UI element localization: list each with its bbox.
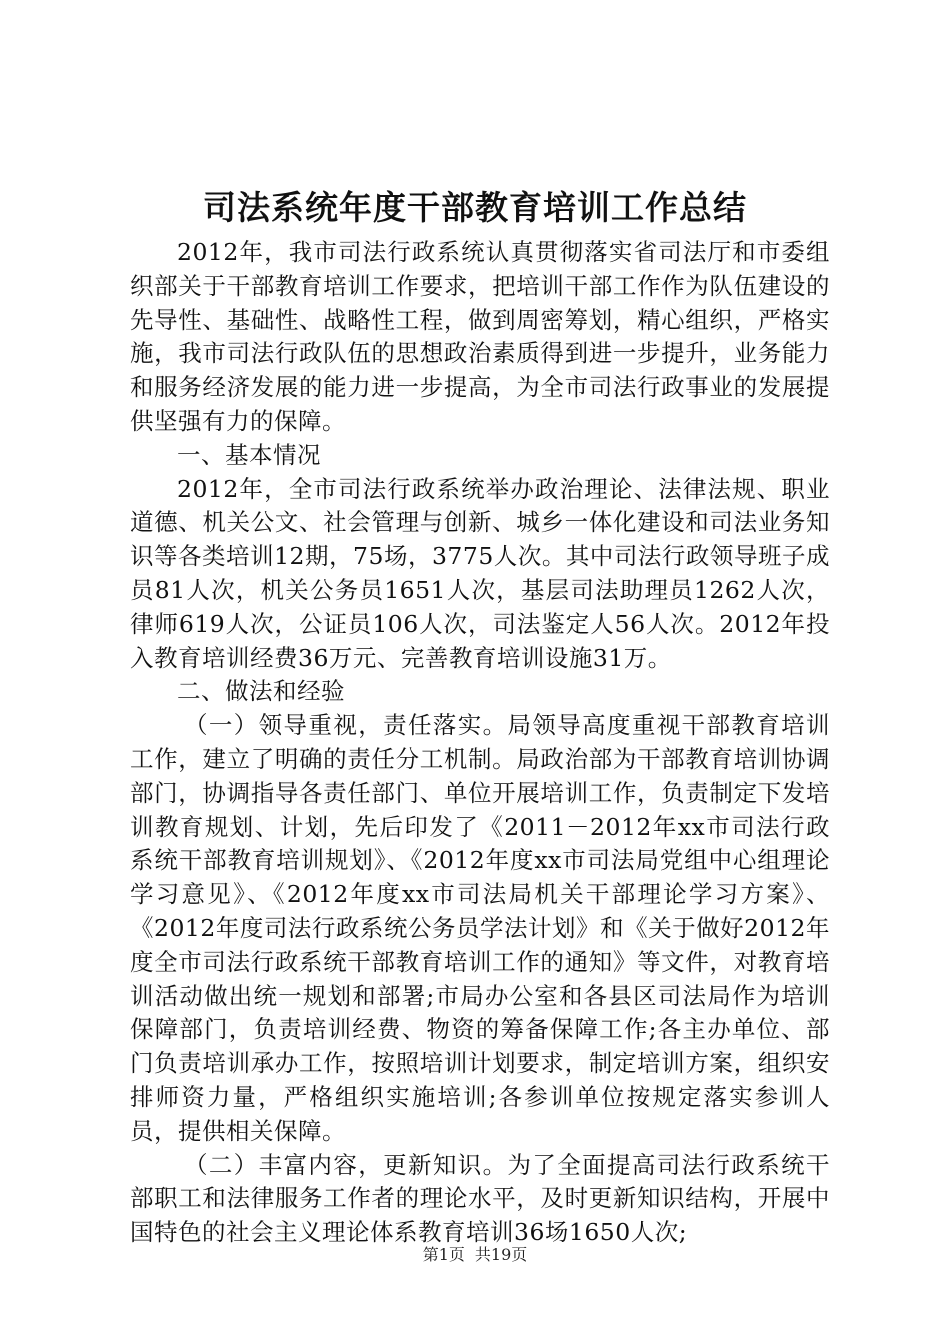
document-title: 司法系统年度干部教育培训工作总结 xyxy=(203,188,747,227)
section-heading-methods-experience: 二、做法和经验 xyxy=(177,677,345,706)
subsection-content-paragraph: （二）丰富内容，更新知识。为了全面提高司法行政系统干部职工和法律服务工作者的理论水平，及时更新知识结构，开展中国特色的社会主义理论体系教育培训36场1650人次; xyxy=(130,1150,830,1247)
intro-paragraph: 2012年，我市司法行政系统认真贯彻落实省司法厅和市委组织部关于干部教育培训工作要求，把培训干部工作作为队伍建设的先导性、基础性、战略性工程，做到周密筹划，精心组织，严格实施，我市司法行政队伍的思想政治素质得到进一步提升，业务能力和服务经济发展的能力进一步提高，为全市司法行政事业的发展提供坚强有力的保障。 xyxy=(130,238,830,435)
section-heading-basic-situation: 一、基本情况 xyxy=(177,440,321,469)
document-body xyxy=(130,236,830,1250)
page-total: 共19页 xyxy=(474,1245,528,1264)
basic-situation-paragraph: 2012年，全市司法行政系统举办政治理论、法律法规、职业道德、机关公文、社会管理与创新、城乡一体化建设和司法业务知识等各类培训12期，75场，3775人次。其中司法行政领导班子成员81人次，机关公务员1651人次，基层司法助理员1262人次，律师619人次，公证员106人次，司法鉴定人56人次。2012年投入教育培训经费36万元、完善教育培训设施31万。 xyxy=(130,474,830,672)
page-number: 第1页 xyxy=(422,1245,465,1264)
subsection-leadership-paragraph: （一）领导重视，责任落实。局领导高度重视干部教育培训工作，建立了明确的责任分工机制。局政治部为干部教育培训协调部门，协调指导各责任部门、单位开展培训工作，负责制定下发培训教育规划、计划，先后印发了《2011－2012年xx市司法行政系统干部教育培训规划》、《2012年度xx市司法局党组中心组理论学习意见》、《2012年度xx市司法局机关干部理论学习方案》、《2012年度司法行政系统公务员学法计划》和《关于做好2012年度全市司法行政系统干部教育培训工作的通知》等文件，对教育培训活动做出统一规划和部署;市局办公室和各县区司法局作为培训保障部门，负责培训经费、物资的筹备保障工作;各主办单位、部门负责培训承办工作，按照培训计划要求，制定培训方案，组织安排师资力量，严格组织实施培训;各参训单位按规定落实参训人员，提供相关保障。 xyxy=(130,711,830,1145)
page-footer xyxy=(0,1244,950,1266)
